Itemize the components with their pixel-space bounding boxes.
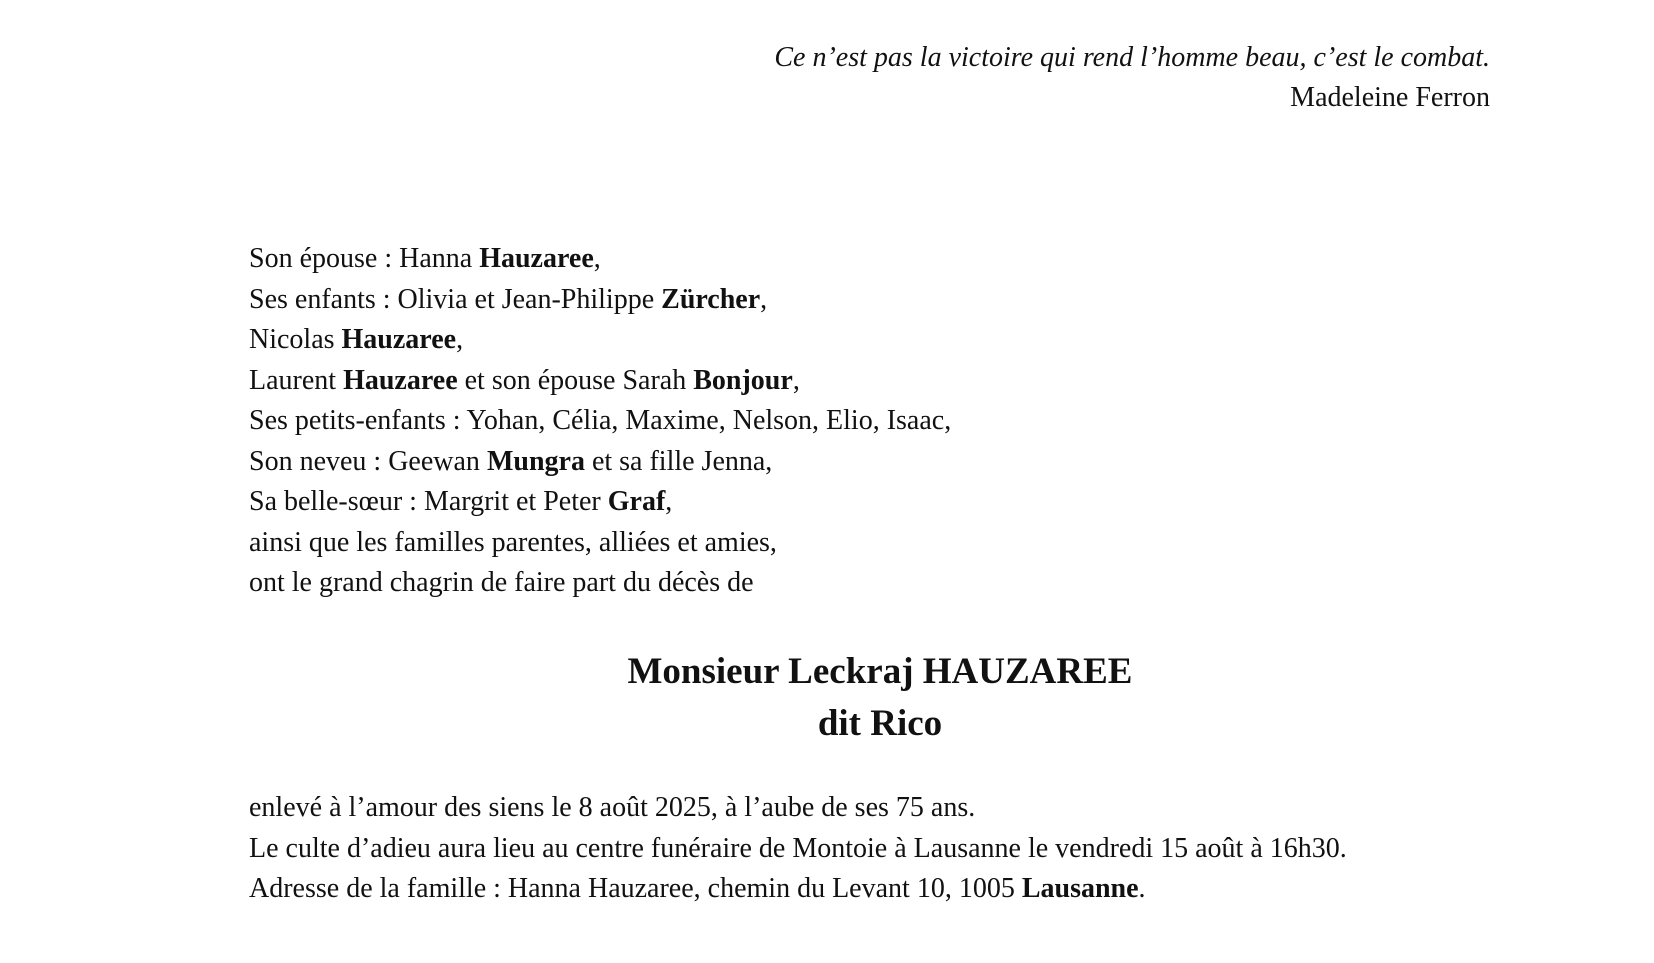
family-line-children — [249, 280, 951, 321]
family-surname: Zürcher — [661, 283, 761, 315]
family-text: Son épouse : Hanna — [249, 243, 480, 274]
family-line-nicolas — [249, 320, 951, 361]
deceased-nickname: dit Rico — [817, 703, 943, 744]
deceased-heading — [249, 646, 1511, 750]
epigraph — [774, 38, 1490, 118]
family-line-sister-in-law — [249, 482, 951, 523]
family-text: , — [665, 486, 673, 517]
family-text: Laurent — [249, 364, 344, 396]
family-surname: Hauzaree — [343, 364, 458, 396]
family-line-relatives: ainsi que les familles parentes, alliées et amies, — [249, 526, 777, 558]
address-text: . — [1138, 873, 1146, 904]
family-text: , — [792, 364, 800, 396]
address-city: Lausanne — [1021, 873, 1139, 904]
family-text: , — [760, 283, 768, 315]
family-text: et sa fille Jenna, — [584, 445, 773, 477]
family-text: et son épouse Sarah — [457, 364, 694, 396]
family-text: Nicolas — [249, 324, 342, 355]
family-list — [249, 239, 951, 604]
family-line-announcement: ont le grand chagrin de faire part du décès de — [249, 567, 754, 598]
family-text: Son neveu : Geewan — [249, 445, 487, 477]
family-surname: Hauzaree — [479, 243, 594, 274]
ceremony-line: Le culte d’adieu aura lieu au centre funéraire de Montoie à Lausanne le vendredi 15 août à 16h30. — [249, 832, 1347, 864]
family-surname: Graf — [607, 486, 666, 517]
address-text: Adresse de la famille : Hanna Hauzaree, chemin du Levant 10, 1005 — [249, 873, 1022, 904]
family-text: , — [456, 324, 464, 355]
family-text: , — [593, 243, 601, 274]
family-line-laurent — [249, 361, 951, 402]
family-line-nephew — [249, 442, 951, 483]
family-surname: Bonjour — [693, 364, 793, 396]
quote-author: Madeleine Ferron — [1290, 82, 1490, 113]
passing-date-line: enlevé à l’amour des siens le 8 août 2025, à l’aube de ses 75 ans. — [249, 792, 976, 823]
closing-details — [249, 788, 1347, 910]
family-line-spouse — [249, 239, 951, 280]
family-text: Ses enfants : Olivia et Jean-Philippe — [249, 283, 662, 315]
family-surname: Hauzaree — [341, 324, 457, 355]
family-address-line — [249, 869, 1347, 910]
family-line-grandchildren: Ses petits-enfants : Yohan, Célia, Maxime, Nelson, Elio, Isaac, — [249, 405, 952, 436]
quote-text: Ce n’est pas la victoire qui rend l’homme beau, c’est le combat. — [774, 42, 1490, 73]
family-text: Sa belle-sœur : Margrit et Peter — [249, 486, 608, 517]
family-surname: Mungra — [486, 445, 585, 477]
deceased-name: Monsieur Leckraj HAUZAREE — [627, 651, 1133, 692]
